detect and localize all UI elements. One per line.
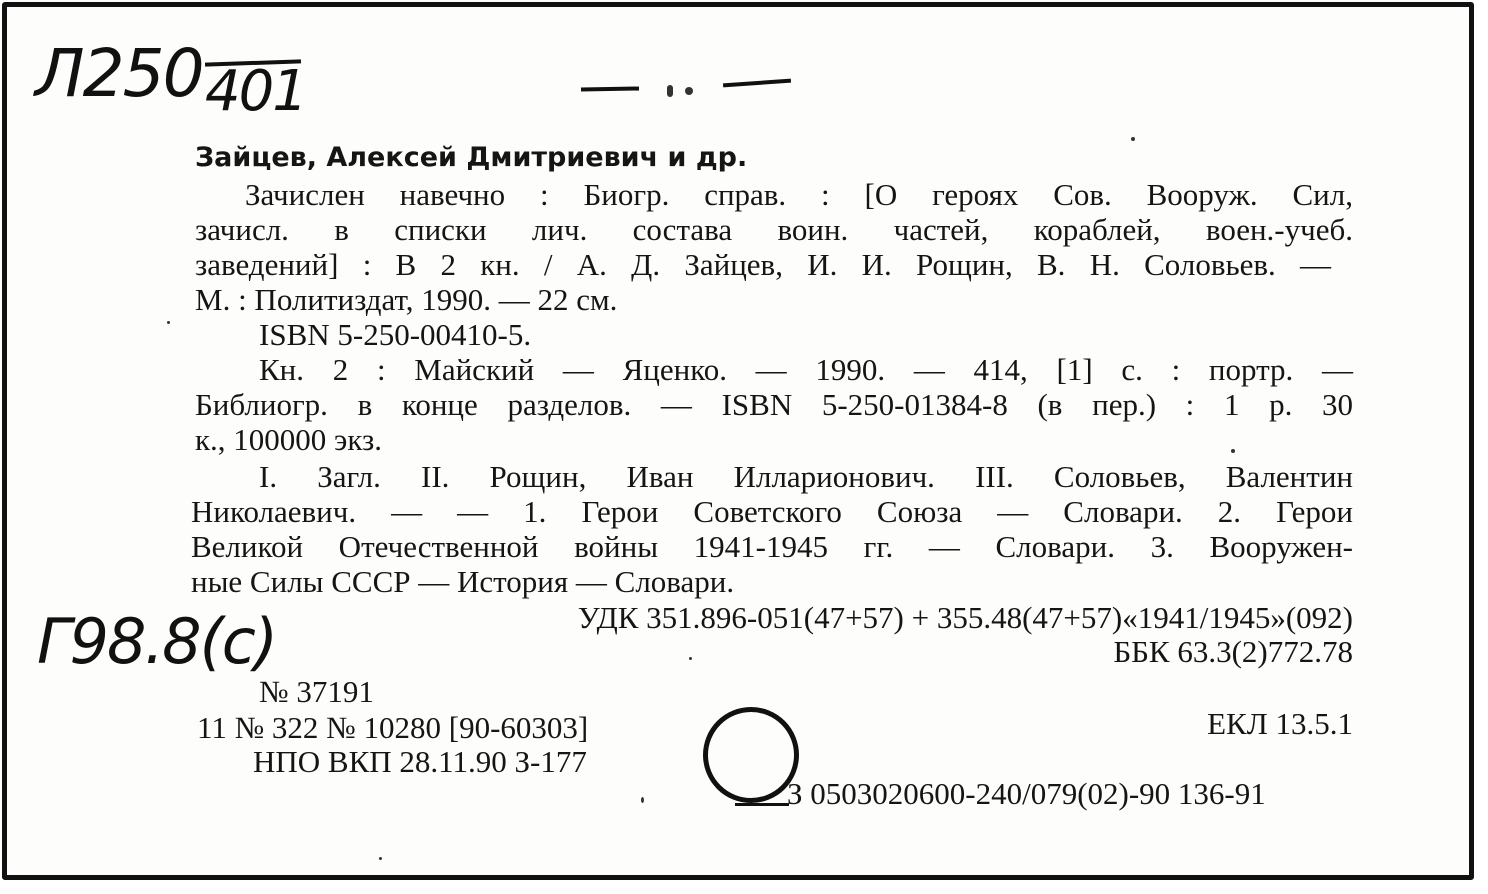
dust-speck [1131,137,1135,141]
title-line: зачисл. в списки лич. состава воин. частей, кораблей, воен.-учеб. [195,212,1353,247]
stamp-circle [703,707,799,803]
dust-speck [641,797,644,803]
title-line: Зачислен навечно : Биогр. справ. : [О героях Сов. Вооруж. Сил, [245,177,1353,212]
tracing-line: Великой Отечественной войны 1941-1945 гг. — Словари. 3. Вооружен- [191,529,1353,564]
class-mark: Г98.8(с) [37,605,277,678]
ornament-mark [667,85,673,97]
npo-line: НПО ВКП 28.11.90 З-177 [253,744,587,779]
ekl-code: ЕКЛ 13.5.1 [1207,706,1353,741]
volume-line: Библиогр. в конце разделов. — ISBN 5-250-01384-8 (в пер.) : 1 р. 30 [195,387,1353,422]
isbn-general: ISBN 5-250-00410-5. [259,317,532,352]
dust-speck [167,321,170,324]
card-number: № 37191 [259,674,374,709]
ornament-dash-left [581,86,639,91]
shelf-mark-sub: 401 [205,59,306,124]
circle-underline [735,803,789,806]
title-line: заведений] : В 2 кн. / А. Д. Зайцев, И. И. Рощин, В. Н. Соловьев. — [195,247,1331,282]
shelf-mark-main: Л250 [35,35,203,112]
tracing-line: I. Загл. II. Рощин, Иван Илларионович. III. Соловьев, Валентин [259,459,1353,494]
udk-code: УДК 351.896-051(47+57) + 355.48(47+57)«1941/1945»(092) [577,600,1353,635]
author-heading: Зайцев, Алексей Дмитриевич и др. [195,142,748,173]
dust-speck [379,857,382,860]
tracing-line: Николаевич. — — 1. Герои Советского Союза — Словари. 2. Герои [191,494,1353,529]
dust-speck [1231,449,1235,453]
tracing-line: ные Силы СССР — История — Словари. [191,564,735,599]
ornament-dash-right [723,79,791,88]
volume-line: Кн. 2 : Майский — Яценко. — 1990. — 414, [1] с. : портр. — [259,352,1353,387]
code-line: З 0503020600-240/079(02)-90 136-91 [787,776,1266,811]
title-line: М. : Политиздат, 1990. — 22 см. [195,282,618,317]
ornament-mark [685,87,693,95]
printing-line: 11 № 322 № 10280 [90-60303] [197,710,589,745]
bbk-code: ББК 63.3(2)772.78 [1113,634,1353,669]
dust-speck [689,657,692,660]
catalog-card [2,2,1474,880]
volume-line: к., 100000 экз. [195,422,383,457]
